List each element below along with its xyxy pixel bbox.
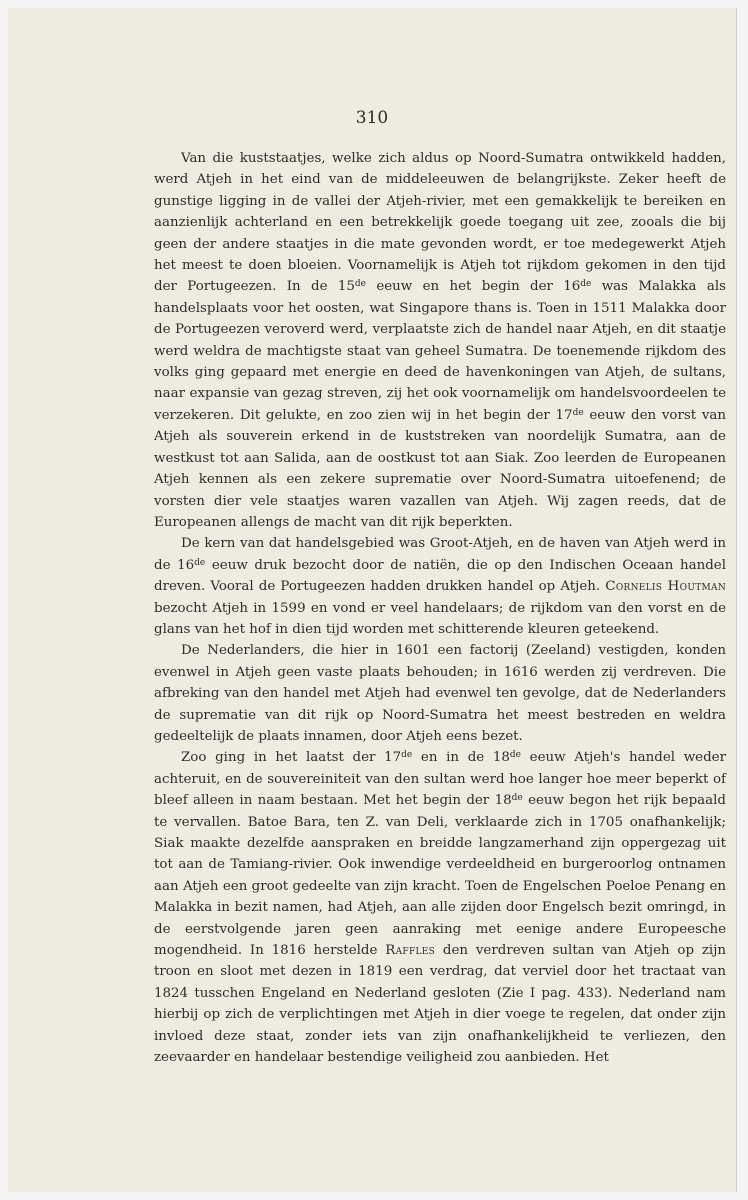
paragraph-3: De Nederlanders, die hier in 1601 een factorij (Zeeland) vestigden, konden evenwel in Atjeh geen vaste plaats behouden; in 1616 werden zij verdreven. Die afbreking van den handel met Atjeh had evenwel ten gevolge, dat de Nederlanders de suprematie van dit rijk op Noord-Sumatra het meest bestreden en weldra gedeeltelijk de plaats innamen, door Atjeh eens bezet. [154,643,726,744]
body-text [154,148,726,1068]
book-page [8,8,737,1192]
paragraph-2: De kern van dat handelsgebied was Groot-Atjeh, en de haven van Atjeh werd in de 16de eeuw druk bezocht door de natiën, die op den Indischen Oceaan handel dreven. Vooral de Portugeezen hadden drukken handel op Atjeh. Cornelis Houtman bezocht Atjeh in 1599 en vond er veel handelaars; de rijkdom van den vorst en de glans van het hof in dien tijd worden met schitterende kleuren geteekend. [154,536,726,637]
paragraph-1: Van die kuststaatjes, welke zich aldus op Noord-Sumatra ontwikkeld hadden, werd Atjeh in het eind van de middeleeuwen de belangrijkste. Zeker heeft de gunstige ligging in de vallei der Atjeh-rivier, met een gemakkelijk te bereiken en aanzienlijk achterland en een betrekkelijk goede toegang uit zee, zooals die bij geen der andere staatjes in die mate gevonden wordt, er toe medegewerkt Atjeh het meest te doen bloeien. Voornamelijk is Atjeh tot rijkdom gekomen in den tijd der Portugeezen. In de 15de eeuw en het begin der 16de was Malakka als handelsplaats voor het oosten, wat Singapore thans is. Toen in 1511 Malakka door de Portugeezen veroverd werd, verplaatste zich de handel naar Atjeh, en dit staatje werd weldra de machtigste staat van geheel Sumatra. De toenemende rijkdom des volks ging gepaard met energie en deed de havenkoningen van Atjeh, de sultans, naar expansie van gezag streven, zij het ook voornamelijk om handelsvoordeelen te verzekeren. Dit gelukte, en zoo zien wij in het begin der 17de eeuw den vorst van Atjeh als souverein erkend in de kuststreken van noordelijk Sumatra, aan de westkust tot aan Salida, aan de oostkust tot aan Siak. Zoo leerden de Europeanen Atjeh kennen als een zekere suprematie over Noord-Sumatra uitoefenend; de vorsten dier vele staatjes waren vazallen van Atjeh. Wij zagen reeds, dat de Europeanen allengs de macht van dit rijk beperkten. [154,151,726,530]
person-name-raffles: Raffles [385,943,436,959]
page-number: 310 [355,108,389,128]
paragraph-4: Zoo ging in het laatst der 17de en in de 18de eeuw Atjeh's handel weder achteruit, en de souvereiniteit van den sultan werd hoe langer hoe meer beperkt of bleef alleen in naam bestaan. Met het begin der 18de eeuw begon het rijk bepaald te vervallen. Batoe Bara, ten Z. van Deli, verklaarde zich in 1705 onafhankelijk; Siak maakte dezelfde aanspraken en breidde langzamerhand zijn oppergezag uit tot aan de Tamiang-rivier. Ook inwendige verdeeldheid en burgeroorlog ontnamen aan Atjeh een groot gedeelte van zijn kracht. Toen de Engelschen Poeloe Penang en Malakka in bezit namen, had Atjeh, aan alle zijden door Engelsch bezit omringd, in de eerstvolgende jaren geen aanraking met eenige andere Europeesche mogendheid. In 1816 herstelde Raffles den verdreven sultan van Atjeh op zijn troon en sloot met dezen in 1819 een verdrag, dat verviel door het tractaat van 1824 tusschen Engeland en Nederland gesloten (Zie I pag. 433). Nederland nam hierbij op zich de verplichtingen met Atjeh in dier voege te regelen, dat onder zijn invloed deze staat, zonder iets van zijn onafhankelijkheid te verliezen, den zeevaarder en handelaar bestendige veiligheid zou aanbieden. Het [154,750,727,1066]
person-name-houtman: Cornelis Houtman [605,579,726,595]
